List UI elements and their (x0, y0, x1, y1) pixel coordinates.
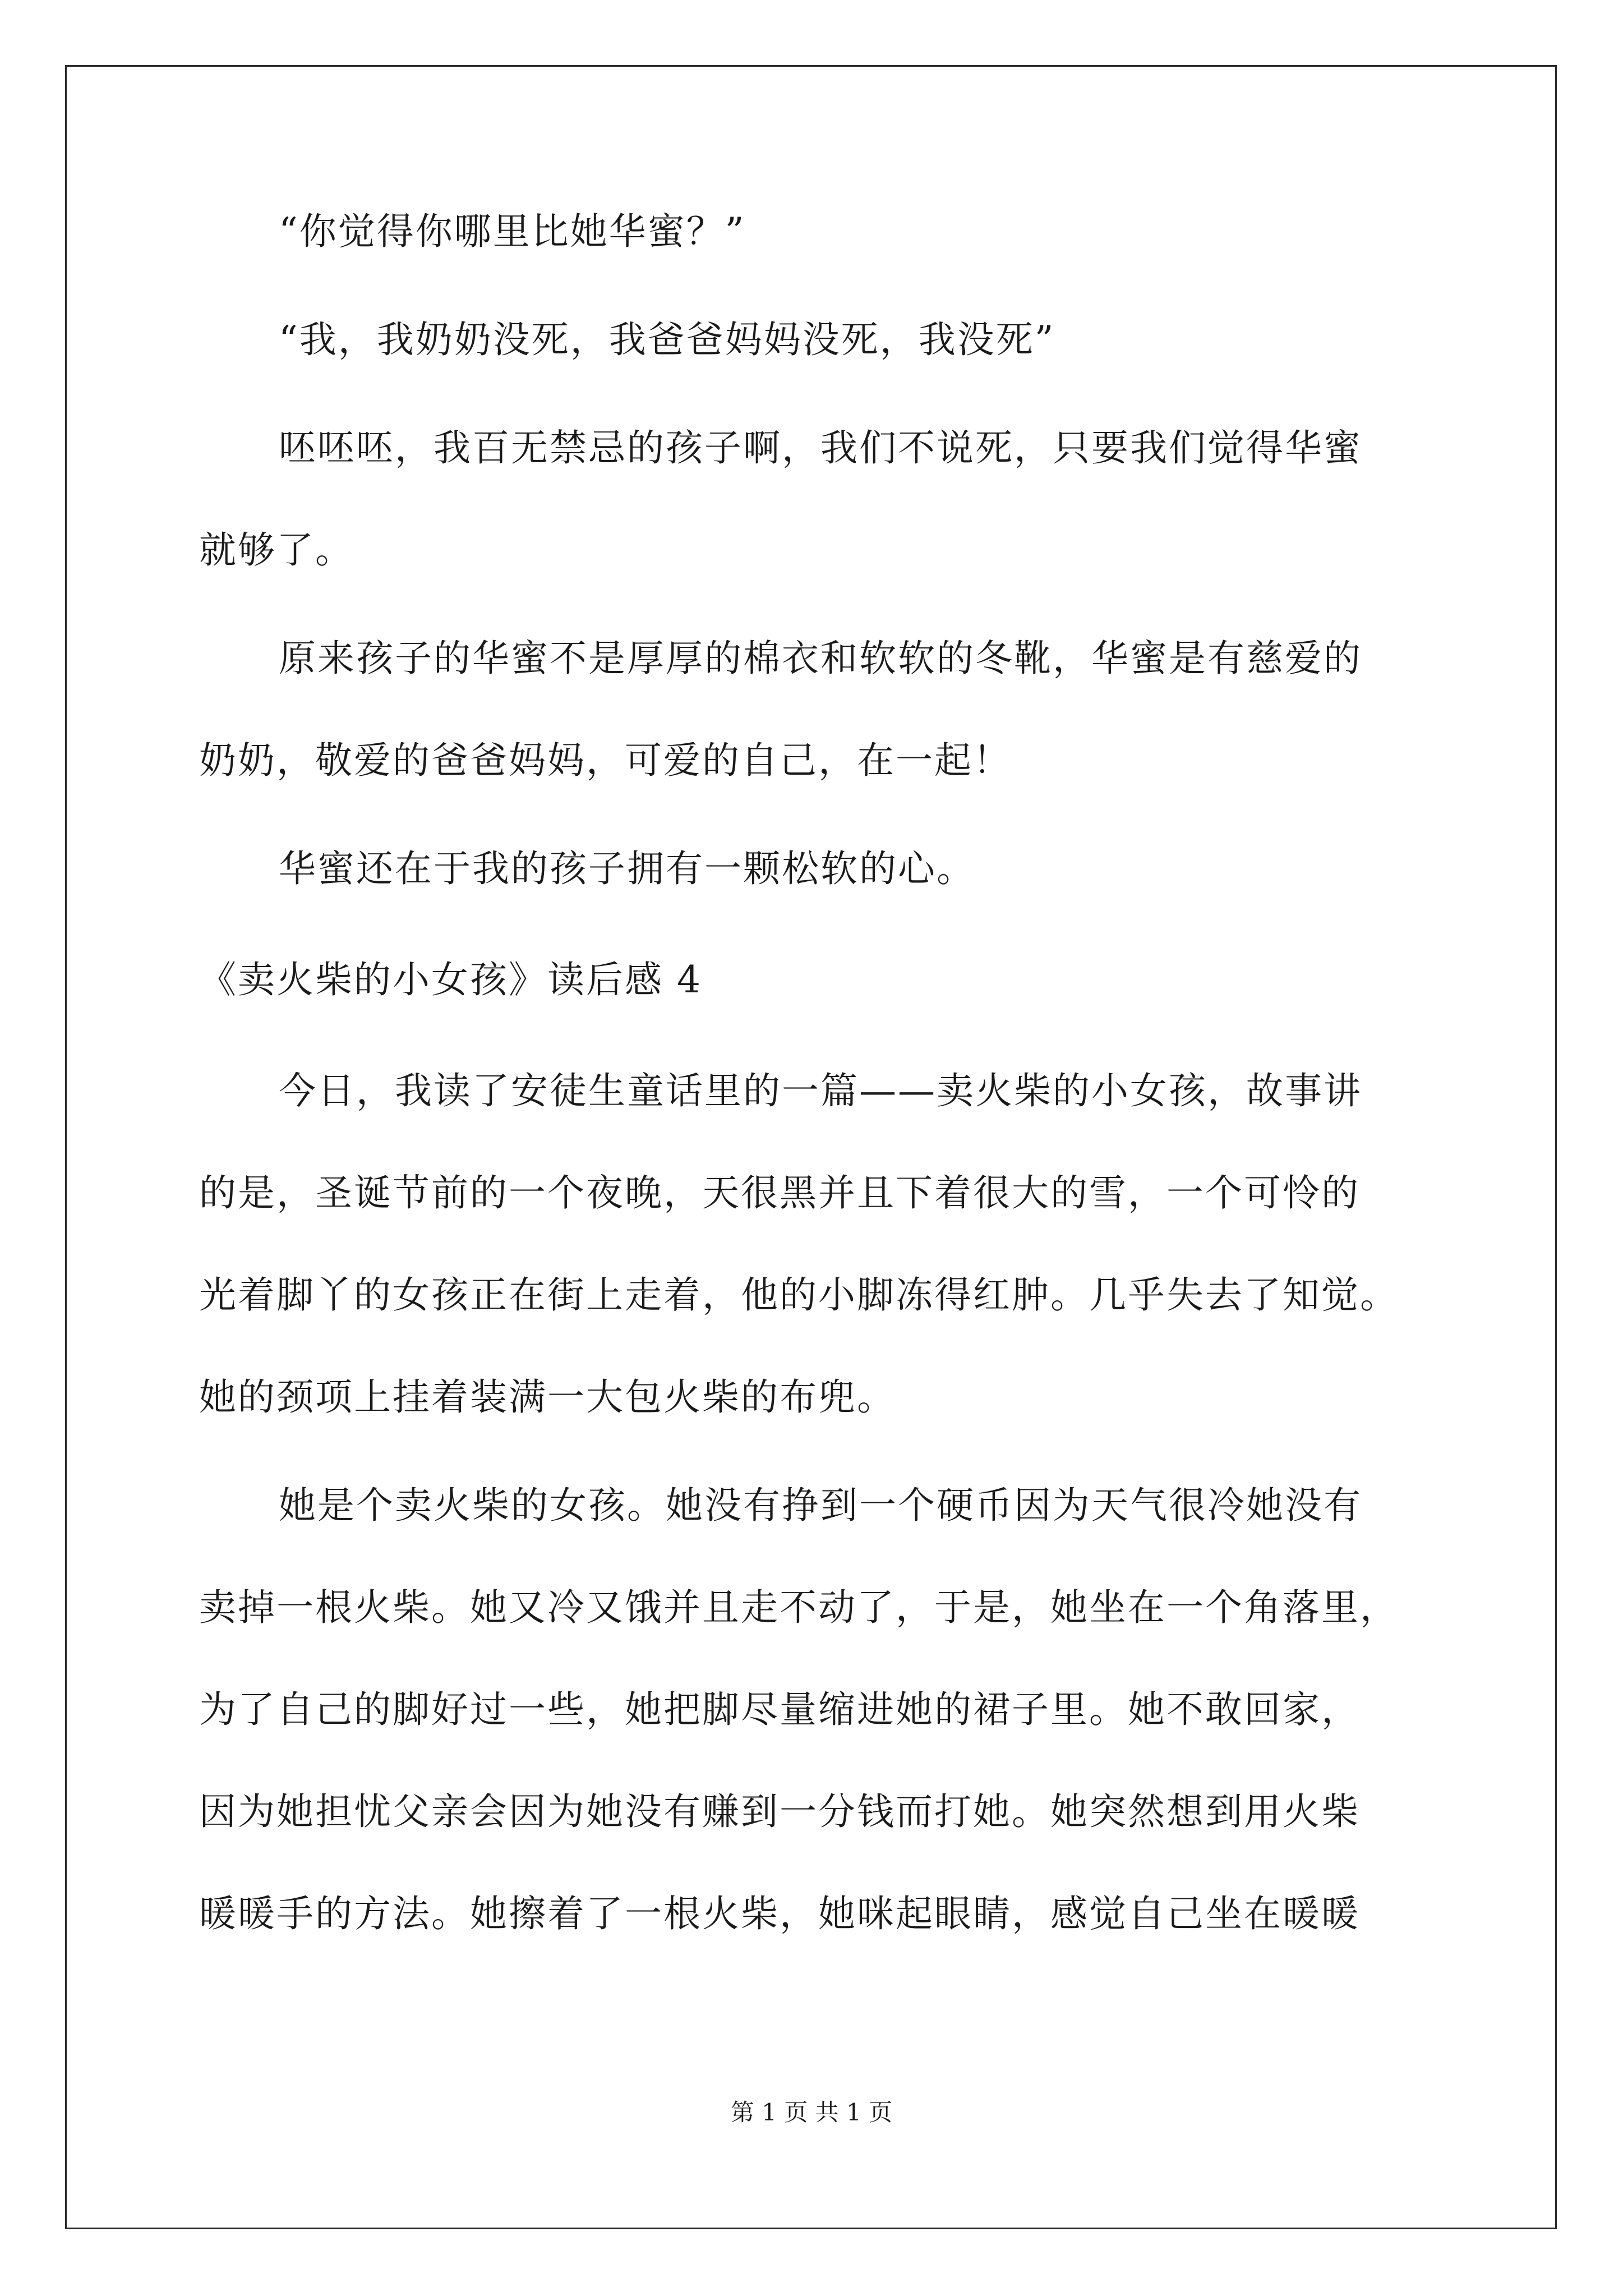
paragraph-line: 卖掉一根火柴。她又冷又饿并且走不动了，于是，她坐在一个角落里， (199, 1586, 1399, 1629)
document-body (199, 210, 1433, 1935)
paragraph-line: 她的颈项上挂着装满一大包火柴的布兜。 (199, 1375, 896, 1419)
paragraph-line: 她是个卖火柴的女孩。她没有挣到一个硬币因为天气很冷她没有 (279, 1484, 1362, 1527)
paragraph-line-quote-2: “我，我奶奶没死，我爸爸妈妈没死，我没死” (279, 318, 1055, 361)
paragraph-line: 奶奶，敬爱的爸爸妈妈，可爱的自己，在一起！ (199, 739, 1012, 782)
page-number-footer: 第 1 页 共 1 页 (730, 2099, 893, 2126)
paragraph-line: 今日，我读了安徒生童话里的一篇——卖火柴的小女孩，故事讲 (279, 1069, 1362, 1112)
paragraph-line: 原来孩子的华蜜不是厚厚的棉衣和软软的冬靴，华蜜是有慈爱的 (279, 637, 1362, 680)
paragraph-line-quote-1: “你觉得你哪里比她华蜜？” (279, 210, 746, 253)
paragraph-line: 光着脚丫的女孩正在街上走着，他的小脚冻得红肿。几乎失去了知觉。 (199, 1273, 1399, 1317)
paragraph-line: 就够了。 (199, 528, 354, 572)
paragraph-line: 华蜜还在于我的孩子拥有一颗松软的心。 (279, 847, 975, 890)
paragraph-line: 的是，圣诞节前的一个夜晚，天很黑并且下着很大的雪，一个可怜的 (199, 1171, 1360, 1214)
paragraph-line: 因为她担忧父亲会因为她没有赚到一分钱而打她。她突然想到用火柴 (199, 1790, 1360, 1833)
section-heading: 《卖火柴的小女孩》读后感 4 (199, 958, 702, 1001)
paragraph-line: 呸呸呸，我百无禁忌的孩子啊，我们不说死，只要我们觉得华蜜 (279, 426, 1362, 470)
paragraph-line: 暖暖手的方法。她擦着了一根火柴，她咪起眼睛，感觉自己坐在暖暖 (199, 1892, 1360, 1935)
paragraph-line: 为了自己的脚好过一些，她把脚尽量缩进她的裙子里。她不敢回家， (199, 1688, 1360, 1731)
